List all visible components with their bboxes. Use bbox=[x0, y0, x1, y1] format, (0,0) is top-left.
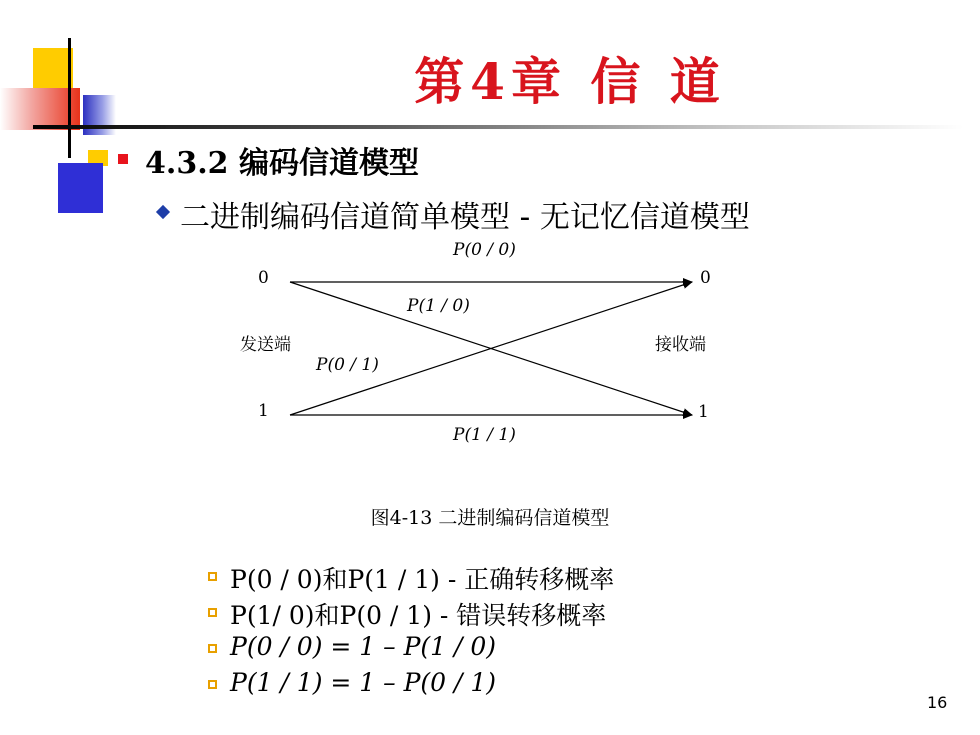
label-p11: P(1 / 1) bbox=[453, 425, 516, 445]
item-bullet-icon bbox=[208, 644, 217, 653]
list-item: P(1/ 0)和P(0 / 1) - 错误转移概率 bbox=[230, 601, 607, 630]
output-0-label: 0 bbox=[700, 268, 711, 288]
input-0-label: 0 bbox=[258, 268, 269, 288]
list-item: P(1 / 1) = 1 – P(0 / 1) bbox=[230, 668, 497, 697]
item-bullet-icon bbox=[208, 608, 217, 617]
item-bullet-icon bbox=[208, 572, 217, 581]
sender-label: 发送端 bbox=[240, 335, 291, 355]
receiver-label: 接收端 bbox=[655, 335, 706, 355]
page-number: 16 bbox=[927, 693, 948, 712]
list-item: P(0 / 0) = 1 – P(1 / 0) bbox=[230, 632, 497, 661]
subtitle-text: 二进制编码信道简单模型 - 无记忆信道模型 bbox=[180, 200, 750, 235]
input-1-label: 1 bbox=[258, 401, 269, 421]
item-bullet-icon bbox=[208, 680, 217, 689]
list-item: P(0 / 0)和P(1 / 1) - 正确转移概率 bbox=[230, 565, 615, 594]
figure-caption: 图4-13 二进制编码信道模型 bbox=[370, 507, 610, 529]
label-p01: P(0 / 1) bbox=[316, 355, 379, 375]
label-p00: P(0 / 0) bbox=[453, 240, 516, 260]
section-heading: 4.3.2 编码信道模型 bbox=[145, 146, 419, 181]
slide-title: 第4章 信 道 bbox=[414, 52, 726, 111]
output-1-label: 1 bbox=[698, 402, 709, 422]
label-p10: P(1 / 0) bbox=[407, 296, 470, 316]
